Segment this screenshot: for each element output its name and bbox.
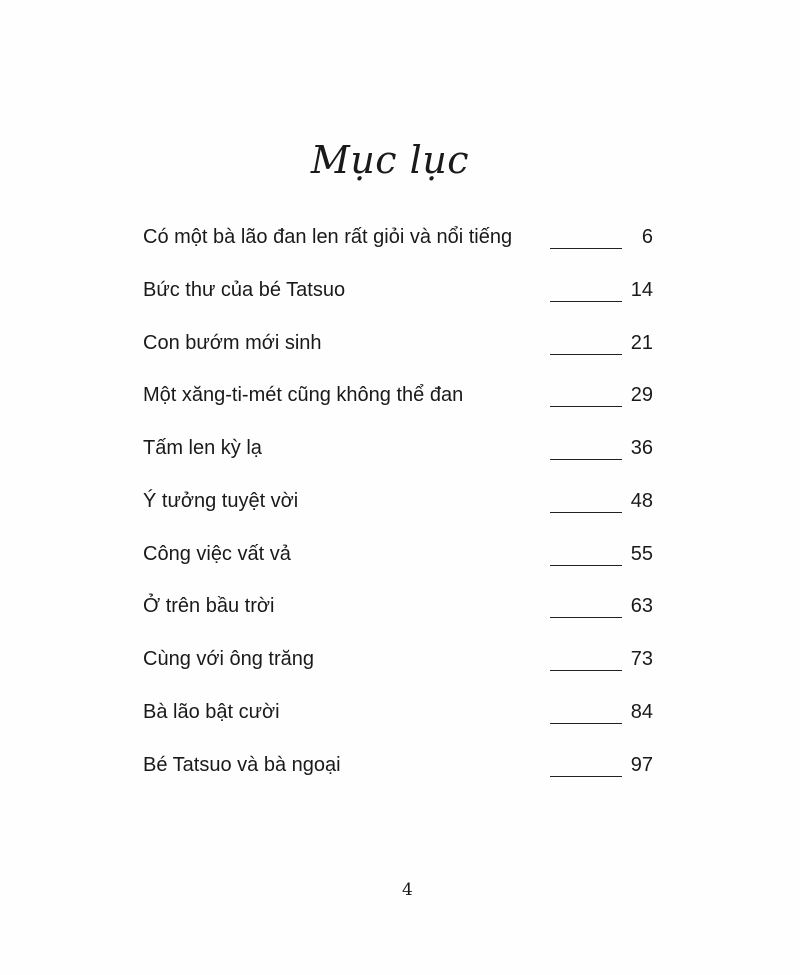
toc-entry-title: Bé Tatsuo và bà ngoại — [143, 753, 341, 776]
toc-entry-title: Ở trên bầu trời — [143, 595, 275, 618]
toc-entry-page: 14 — [630, 278, 653, 301]
toc-entry-page: 97 — [630, 753, 653, 776]
toc-entry-title: Công việc vất vả — [143, 542, 291, 565]
toc-entry-page: 21 — [630, 331, 653, 354]
toc-entry — [143, 699, 663, 752]
toc-entry-title: Con bướm mới sinh — [143, 331, 322, 354]
toc-entry — [143, 330, 663, 383]
toc-entry-page: 63 — [630, 595, 653, 618]
toc-entry — [143, 277, 663, 330]
toc-entry — [143, 382, 663, 435]
toc-leader-line — [550, 617, 622, 618]
toc-leader-line — [550, 565, 622, 566]
toc-entry — [143, 646, 663, 699]
toc-leader-line — [550, 776, 622, 777]
toc-entry-page: 55 — [630, 542, 653, 565]
page-number: 4 — [402, 880, 413, 900]
toc-entry — [143, 488, 663, 541]
toc-leader-line — [550, 248, 622, 249]
toc-entry — [143, 752, 663, 805]
toc-entry — [143, 541, 663, 594]
toc-entry-page: 73 — [630, 648, 653, 670]
toc-entry-page: 48 — [630, 489, 653, 512]
toc-entry-title: Có một bà lão đan len rất giỏi và nổi tiếng — [143, 226, 513, 248]
toc-entry-title: Một xăng-ti-mét cũng không thể đan — [143, 384, 464, 407]
toc-entry-page: 6 — [641, 226, 653, 248]
toc-entry-title: Tấm len kỳ lạ — [143, 437, 262, 459]
toc-leader-line — [550, 512, 622, 513]
page-title: Mục lục — [310, 138, 470, 182]
toc-leader-line — [550, 670, 622, 671]
toc-entry-title: Bà lão bật cười — [143, 700, 280, 723]
toc-entry-title: Bức thư của bé Tatsuo — [143, 278, 346, 301]
toc-leader-line — [550, 723, 622, 724]
toc-entry-page: 36 — [630, 437, 653, 459]
toc-leader-line — [550, 301, 622, 302]
toc-entry-title: Ý tưởng tuyệt vời — [143, 489, 299, 512]
toc-leader-line — [550, 354, 622, 355]
toc-entry — [143, 593, 663, 646]
table-of-contents — [143, 224, 663, 804]
toc-entry-page: 84 — [630, 700, 653, 723]
toc-leader-line — [550, 459, 622, 460]
toc-entry-title: Cùng với ông trăng — [143, 648, 314, 670]
toc-entry-page: 29 — [630, 384, 653, 407]
toc-entry — [143, 435, 663, 488]
toc-entry — [143, 224, 663, 277]
toc-leader-line — [550, 406, 622, 407]
